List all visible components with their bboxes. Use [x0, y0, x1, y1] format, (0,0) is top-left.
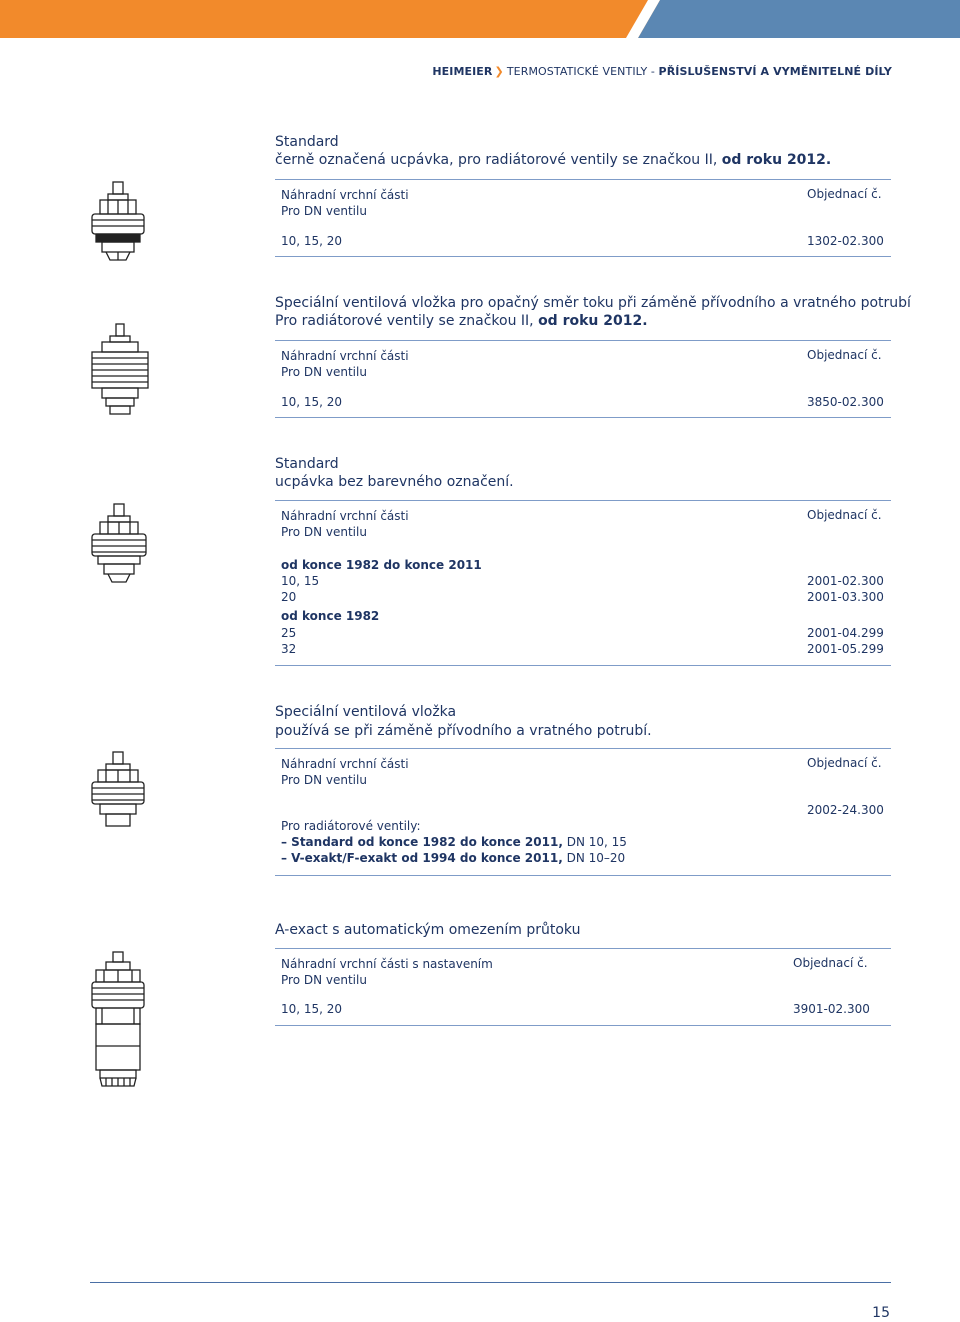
order-number-header: Objednací č.: [793, 956, 868, 970]
order-number-header: Objednací č.: [807, 348, 882, 362]
dn-value: 25: [281, 626, 297, 640]
section-description: ucpávka bez barevného označení.: [275, 474, 514, 490]
divider: [275, 417, 891, 418]
top-color-bar: [0, 0, 960, 38]
section-title: Speciální ventilová vložka: [275, 704, 457, 720]
divider: [275, 665, 891, 666]
divider: [275, 340, 891, 341]
footer-divider: [90, 1282, 891, 1283]
dn-value: 10, 15, 20: [281, 1002, 343, 1016]
column-header: Náhradní vrchní části Pro DN ventilu: [281, 509, 409, 539]
order-number: 2001-04.299: [807, 626, 884, 640]
divider: [275, 179, 891, 180]
order-number: 3901-02.300: [793, 1002, 870, 1016]
divider: [275, 256, 891, 257]
order-number: 3850-02.300: [807, 395, 884, 409]
divider: [275, 748, 891, 749]
section-description: používá se při záměně přívodního a vratného potrubí.: [275, 723, 652, 739]
order-number: 1302-02.300: [807, 234, 884, 248]
divider: [275, 1025, 891, 1026]
dn-value: 10, 15: [281, 574, 320, 588]
section-description: černě označená ucpávka, pro radiátorové ventily se značkou II, od roku 2012.: [275, 152, 832, 168]
group-label: od konce 1982 do konce 2011: [281, 558, 482, 572]
section-description: Pro radiátorové ventily se značkou II, od roku 2012.: [275, 313, 648, 329]
section-title: Standard: [275, 134, 339, 150]
header-subcategory: PŘÍSLUŠENSTVÍ A VYMĚNITELNÉ DÍLY: [658, 65, 892, 78]
order-number-header: Objednací č.: [807, 508, 882, 522]
divider: [275, 948, 891, 949]
note-label: Pro radiátorové ventily:: [281, 819, 421, 833]
order-number: 2002-24.300: [807, 803, 884, 817]
column-header: Náhradní vrchní části Pro DN ventilu: [281, 757, 409, 787]
dn-value: 10, 15, 20: [281, 234, 343, 248]
column-header: Náhradní vrchní části s nastavením Pro DN ventilu: [281, 957, 493, 987]
section-title: Speciální ventilová vložka pro opačný směr toku při záměně přívodního a vratného potrubí: [275, 295, 911, 311]
divider: [275, 500, 891, 501]
order-number: 2001-03.300: [807, 590, 884, 604]
section-title: Standard: [275, 456, 339, 472]
column-header: Náhradní vrchní části Pro DN ventilu: [281, 188, 409, 218]
valve-insert-special-icon: [88, 750, 148, 832]
valve-insert-standard-uncolored-icon: [88, 502, 150, 588]
dn-value: 10, 15, 20: [281, 395, 343, 409]
dn-value: 32: [281, 642, 297, 656]
valve-insert-special-reverse-icon: [88, 322, 152, 420]
header-category: TERMOSTATICKÉ VENTILY -: [506, 65, 655, 78]
order-number-header: Objednací č.: [807, 756, 882, 770]
valve-insert-a-exact-icon: [88, 950, 148, 1094]
order-number-header: Objednací č.: [807, 187, 882, 201]
dn-value: 20: [281, 590, 297, 604]
note-line: – Standard od konce 1982 do konce 2011, DN 10, 15: [281, 835, 627, 849]
page-number: 15: [872, 1305, 890, 1321]
column-header: Náhradní vrchní části Pro DN ventilu: [281, 349, 409, 379]
chevron-right-icon: ❯: [494, 65, 504, 78]
divider: [275, 875, 891, 876]
note-line: – V-exakt/F-exakt od 1994 do konce 2011, DN 10–20: [281, 851, 626, 865]
section-title: A-exact s automatickým omezením průtoku: [275, 922, 581, 938]
brand-name: HEIMEIER: [432, 65, 493, 78]
order-number: 2001-05.299: [807, 642, 884, 656]
valve-insert-standard-black-icon: [88, 180, 148, 266]
group-label: od konce 1982: [281, 609, 380, 623]
order-number: 2001-02.300: [807, 574, 884, 588]
page-header: [432, 65, 892, 78]
